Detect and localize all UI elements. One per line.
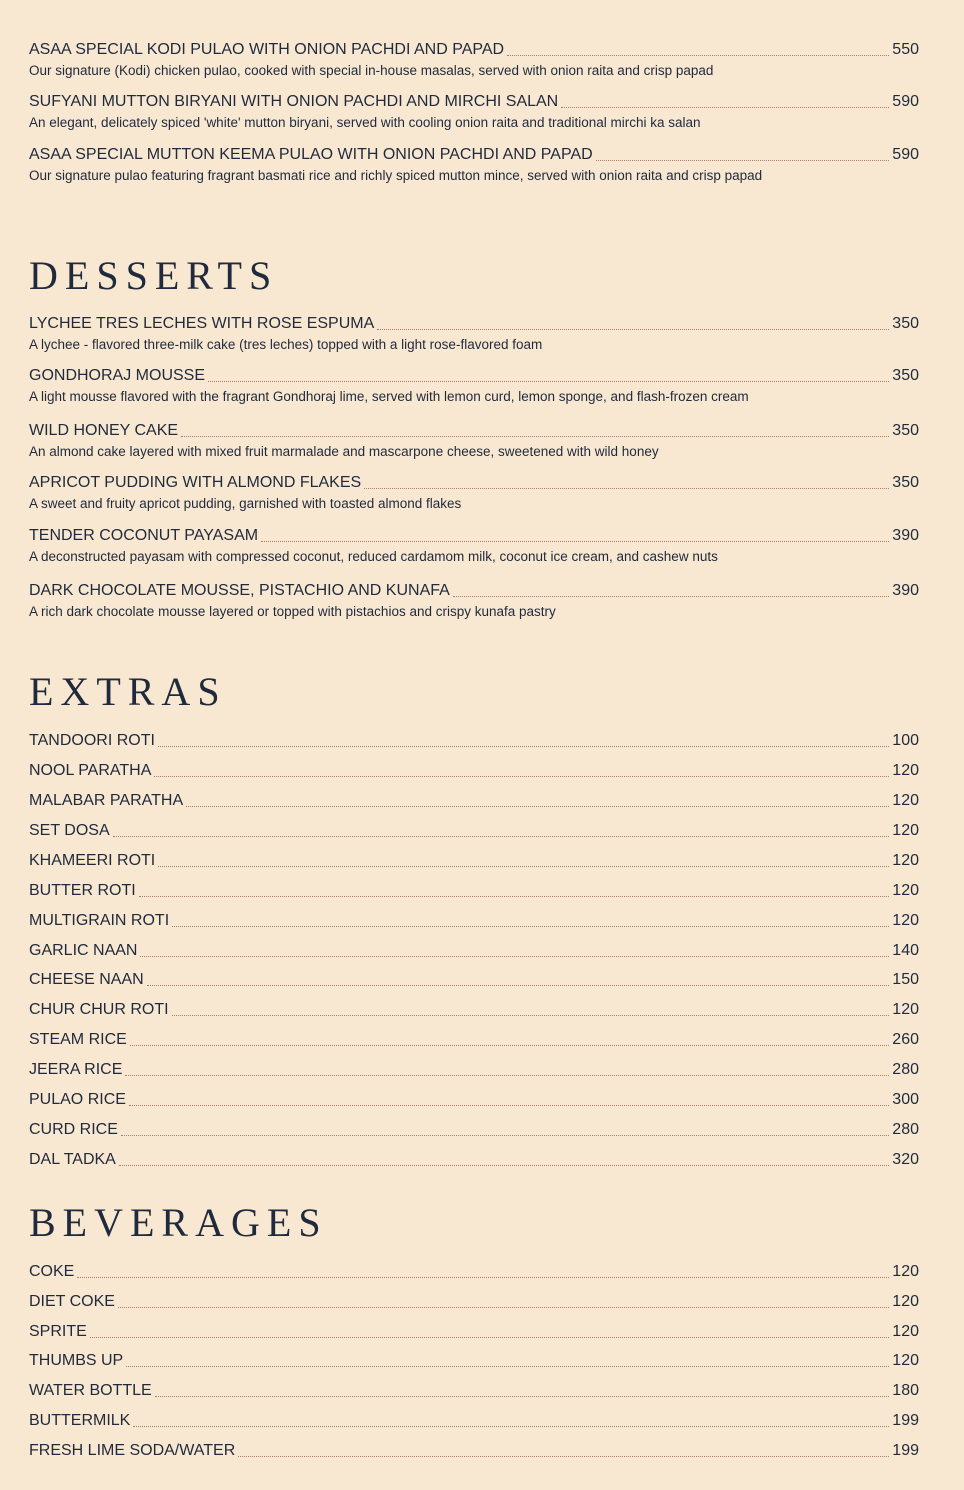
menu-item-line — [29, 581, 919, 601]
menu-item-price: 120 — [892, 851, 919, 869]
menu-item — [29, 1441, 919, 1461]
menu-item-line — [29, 1411, 919, 1431]
menu-item — [29, 1030, 919, 1050]
menu-item-line — [29, 1090, 919, 1110]
menu-item — [29, 941, 919, 961]
menu-item-name: JEERA RICE — [29, 1061, 123, 1079]
menu-item-name: STEAM RICE — [29, 1031, 127, 1049]
dotted-leader — [208, 381, 889, 382]
menu-item — [29, 970, 919, 990]
menu-item — [29, 1411, 919, 1431]
menu-item-name: SUFYANI MUTTON BIRYANI WITH ONION PACHDI AND MIRCHI SALAN — [29, 93, 559, 110]
dotted-leader — [126, 1366, 889, 1367]
menu-item — [29, 1000, 919, 1020]
menu-item — [29, 821, 919, 841]
menu-item-description: A lychee - flavored three-milk cake (tres leches) topped with a light rose-flavored foam — [29, 337, 543, 352]
menu-item-price: 590 — [892, 146, 919, 163]
menu-item-name: THUMBS UP — [29, 1352, 124, 1370]
menu-item-name: BUTTERMILK — [29, 1412, 131, 1430]
menu-item-name: LYCHEE TRES LECHES WITH ROSE ESPUMA — [29, 315, 375, 332]
dotted-leader — [77, 1277, 889, 1278]
menu-item-line — [29, 1120, 919, 1140]
menu-item-line — [29, 1381, 919, 1401]
menu-item-price: 320 — [892, 1151, 919, 1169]
menu-item-line — [29, 851, 919, 871]
menu-item-description: A sweet and fruity apricot pudding, garnished with toasted almond flakes — [29, 496, 462, 511]
menu-item-name: WATER BOTTLE — [29, 1382, 152, 1400]
menu-item-price: 120 — [892, 1001, 919, 1019]
dotted-leader — [130, 1045, 890, 1046]
dotted-leader — [113, 836, 890, 837]
menu-item-price: 390 — [892, 527, 919, 544]
dotted-leader — [119, 1165, 889, 1166]
menu-item-name: TANDOORI ROTI — [29, 732, 155, 749]
menu-item-price: 180 — [892, 1382, 919, 1400]
menu-item-price: 120 — [892, 1263, 919, 1280]
menu-item-name: CHEESE NAAN — [29, 971, 144, 989]
menu-item-line — [29, 145, 919, 165]
menu-item-price: 120 — [892, 791, 919, 809]
menu-item-line — [29, 1262, 919, 1282]
menu-item-description: An almond cake layered with mixed fruit marmalade and mascarpone cheese, sweetened with wild honey — [29, 444, 659, 459]
menu-item-name: COKE — [29, 1263, 75, 1280]
menu-item — [29, 1292, 919, 1312]
menu-item-price: 100 — [892, 732, 919, 749]
dotted-leader — [453, 596, 889, 597]
menu-item-line — [29, 1292, 919, 1312]
menu-item-price: 550 — [892, 41, 919, 58]
menu-item — [29, 1060, 919, 1080]
menu-item-name: GARLIC NAAN — [29, 941, 138, 959]
menu-item-price: 390 — [892, 582, 919, 599]
dotted-leader — [129, 1105, 889, 1106]
dotted-leader — [155, 1396, 890, 1397]
menu-item-price: 120 — [892, 821, 919, 839]
desserts-heading: DESSERTS — [29, 253, 279, 298]
dotted-leader — [507, 55, 889, 56]
menu-item — [29, 1262, 919, 1282]
dotted-leader — [133, 1426, 889, 1427]
dotted-leader — [238, 1456, 889, 1457]
menu-item-name: CURD RICE — [29, 1121, 118, 1139]
menu-item-price: 300 — [892, 1091, 919, 1109]
menu-item-name: ASAA SPECIAL KODI PULAO WITH ONION PACHDI AND PAPAD — [29, 41, 505, 58]
menu-item-name: CHUR CHUR ROTI — [29, 1001, 169, 1019]
menu-item-name: KHAMEERI ROTI — [29, 851, 156, 869]
menu-item-line — [29, 761, 919, 781]
menu-item-price: 120 — [892, 761, 919, 779]
menu-item-price: 260 — [892, 1031, 919, 1049]
menu-item-name: GONDHORAJ MOUSSE — [29, 367, 206, 384]
menu-item — [29, 526, 919, 567]
menu-item-description: Our signature pulao featuring fragrant basmati rice and richly spiced mutton mince, served with onion raita and crisp papad — [29, 168, 763, 183]
dotted-leader — [561, 107, 889, 108]
menu-item — [29, 1322, 919, 1342]
menu-item-line — [29, 1322, 919, 1342]
dotted-leader — [172, 1015, 890, 1016]
menu-item — [29, 1351, 919, 1371]
menu-item-line — [29, 1150, 919, 1170]
dotted-leader — [158, 866, 889, 867]
dotted-leader — [377, 329, 889, 330]
menu-item-line — [29, 473, 919, 493]
menu-item-name: MULTIGRAIN ROTI — [29, 911, 170, 929]
menu-item-line — [29, 92, 919, 112]
menu-item-price: 120 — [892, 1352, 919, 1370]
menu-item-line — [29, 1441, 919, 1461]
dotted-leader — [364, 488, 889, 489]
dotted-leader — [121, 1135, 889, 1136]
menu-item-name: MALABAR PARATHA — [29, 791, 184, 809]
menu-item-price: 120 — [892, 1322, 919, 1340]
menu-item-description: Our signature (Kodi) chicken pulao, cooked with special in-house masalas, served with onion raita and crisp papad — [29, 63, 714, 78]
menu-item-name: NOOL PARATHA — [29, 761, 152, 779]
dotted-leader — [125, 1075, 889, 1076]
menu-item-line — [29, 314, 919, 334]
menu-item-line — [29, 1030, 919, 1050]
menu-item-price: 140 — [892, 941, 919, 959]
menu-item-line — [29, 941, 919, 961]
menu-item-line — [29, 731, 919, 751]
menu-item — [29, 851, 919, 871]
menu-item-line — [29, 421, 919, 441]
dotted-leader — [147, 985, 890, 986]
menu-item — [29, 92, 919, 133]
menu-item-price: 199 — [892, 1412, 919, 1430]
menu-item-price: 350 — [892, 422, 919, 439]
dotted-leader — [158, 746, 889, 747]
menu-item-line — [29, 791, 919, 811]
menu-item-price: 199 — [892, 1441, 919, 1459]
menu-item-price: 350 — [892, 367, 919, 384]
menu-item-price: 350 — [892, 315, 919, 332]
dotted-leader — [261, 541, 889, 542]
menu-item-line — [29, 911, 919, 931]
menu-item-price: 120 — [892, 1292, 919, 1310]
menu-item-name: WILD HONEY CAKE — [29, 422, 179, 439]
menu-item-line — [29, 881, 919, 901]
menu-item-price: 120 — [892, 881, 919, 899]
menu-item-name: APRICOT PUDDING WITH ALMOND FLAKES — [29, 474, 362, 491]
menu-item — [29, 911, 919, 931]
dotted-leader — [118, 1307, 889, 1308]
menu-item-name: ASAA SPECIAL MUTTON KEEMA PULAO WITH ONION PACHDI AND PAPAD — [29, 146, 593, 163]
menu-item-name: PULAO RICE — [29, 1091, 126, 1109]
menu-item — [29, 366, 919, 407]
menu-item-line — [29, 1000, 919, 1020]
menu-item — [29, 791, 919, 811]
menu-item — [29, 314, 919, 355]
menu-item-line — [29, 366, 919, 386]
menu-item-price: 280 — [892, 1061, 919, 1079]
menu-item — [29, 731, 919, 751]
menu-item-line — [29, 1060, 919, 1080]
menu-item — [29, 1150, 919, 1170]
beverages-heading: BEVERAGES — [29, 1200, 328, 1245]
menu-item-name: SET DOSA — [29, 821, 110, 839]
menu-item — [29, 40, 919, 81]
extras-heading: EXTRAS — [29, 669, 227, 714]
menu-item-price: 150 — [892, 971, 919, 989]
menu-item — [29, 145, 919, 186]
menu-item-name: DAL TADKA — [29, 1151, 116, 1169]
menu-item-price: 280 — [892, 1121, 919, 1139]
menu-item-description: An elegant, delicately spiced 'white' mutton biryani, served with cooling onion raita and traditional mirchi ka salan — [29, 115, 701, 130]
menu-item-name: FRESH LIME SODA/WATER — [29, 1441, 236, 1459]
dotted-leader — [140, 956, 889, 957]
menu-item-price: 120 — [892, 911, 919, 929]
menu-item — [29, 581, 919, 622]
menu-item — [29, 1381, 919, 1401]
dotted-leader — [596, 160, 890, 161]
menu-item — [29, 1120, 919, 1140]
menu-item — [29, 881, 919, 901]
menu-item-line — [29, 526, 919, 546]
menu-item-price: 590 — [892, 93, 919, 110]
menu-item — [29, 1090, 919, 1110]
menu-item-name: TENDER COCONUT PAYASAM — [29, 527, 259, 544]
menu-item-description: A rich dark chocolate mousse layered or topped with pistachios and crispy kunafa pastry — [29, 604, 556, 619]
menu-item — [29, 761, 919, 781]
menu-item-price: 350 — [892, 474, 919, 491]
menu-item-name: DARK CHOCOLATE MOUSSE, PISTACHIO AND KUNAFA — [29, 582, 450, 599]
menu-item-line — [29, 970, 919, 990]
menu-item — [29, 473, 919, 514]
menu-item-description: A light mousse flavored with the fragrant Gondhoraj lime, served with lemon curd, lemon sponge, and flash-frozen cream — [29, 389, 749, 404]
dotted-leader — [186, 806, 889, 807]
menu-item-line — [29, 1351, 919, 1371]
menu-item-line — [29, 821, 919, 841]
menu-item-name: SPRITE — [29, 1322, 87, 1340]
menu-item-description: A deconstructed payasam with compressed coconut, reduced cardamom milk, coconut ice cream, and cashew nuts — [29, 549, 718, 564]
dotted-leader — [139, 896, 890, 897]
dotted-leader — [181, 436, 889, 437]
menu-item-name: BUTTER ROTI — [29, 881, 136, 899]
dotted-leader — [154, 776, 889, 777]
menu-item-name: DIET COKE — [29, 1292, 115, 1310]
menu-item — [29, 421, 919, 462]
dotted-leader — [90, 1337, 890, 1338]
menu-item-line — [29, 40, 919, 60]
dotted-leader — [172, 926, 889, 927]
